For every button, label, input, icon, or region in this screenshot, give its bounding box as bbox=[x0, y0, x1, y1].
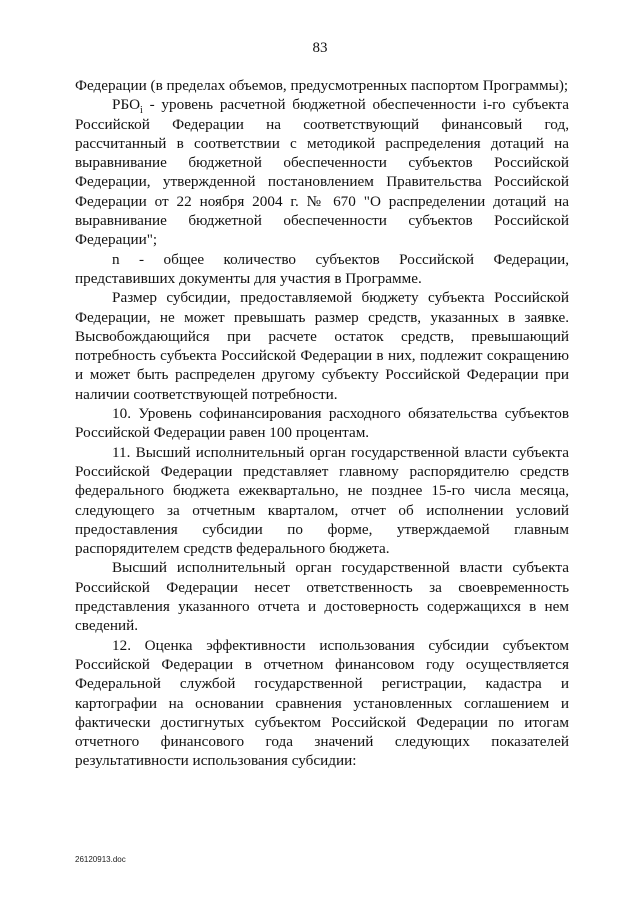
paragraph-cofinancing-level: 10. Уровень софинансирования расходного обязательства субъектов Российской Федерации равен 100 процентам. bbox=[75, 405, 569, 442]
paragraph-efficiency-evaluation: 12. Оценка эффективности использования субсидии субъектом Российской Федерации в отчетном финансовом году осуществляется Федеральной службой государственной регистрации, кадастра и картографии на основании сравнения установленных соглашением и фактически достигнутых субъектом Российской Федерации по итогам отчетного финансового года значений следующих показателей результативности использования субсидии: bbox=[75, 636, 569, 770]
paragraph-n-definition: n - общее количество субъектов Российской Федерации, представивших документы для участия в Программе. bbox=[75, 250, 569, 287]
paragraph-program-volume: Федерации (в пределах объемов, предусмотренных паспортом Программы); bbox=[75, 77, 569, 94]
rbo-definition-text: - уровень расчетной бюджетной обеспеченности i-го субъекта Российской Федерации на соответствующий финансовый год, рассчитанный в соответствии с методикой распределения дотаций на выравнивание бюджетной обеспеченности субъектов Российской Федерации, утвержденной постановлением Правительства Российской Федерации от 22 ноября 2004 г. № 670 "О распределении дотаций на выравнивание бюджетной обеспеченности субъектов Российской Федерации"; bbox=[75, 96, 569, 249]
paragraph-report-responsibility: Высший исполнительный орган государственной власти субъекта Российской Федерации несет ответственность за своевременность представления указанного отчета и достоверность содержащихся в нем сведений. bbox=[75, 559, 569, 635]
rbo-symbol: РБО bbox=[112, 96, 141, 114]
document-body bbox=[75, 76, 569, 771]
file-name-footer: 26120913.doc bbox=[75, 855, 126, 864]
paragraph-subsidy-size: Размер субсидии, предоставляемой бюджету субъекта Российской Федерации, не может превышать размер средств, указанных в заявке. Высвобождающийся при расчете остаток средств, превышающий потребность субъекта Российской Федерации в них, подлежит сокращению и может быть распределен другому субъекту Российской Федерации при наличии соответствующей потребности. bbox=[75, 289, 569, 403]
page-number: 83 bbox=[312, 40, 328, 56]
rbo-subscript: i bbox=[140, 105, 143, 117]
paragraph-rbo-definition bbox=[75, 95, 569, 249]
paragraph-quarterly-report: 11. Высший исполнительный орган государственной власти субъекта Российской Федерации представляет главному распорядителю средств федерального бюджета ежеквартально, не позднее 15-го числа месяца, следующего за отчетным кварталом, отчет об исполнении условий предоставления субсидии по форме, утверждаемой главным распорядителем средств федерального бюджета. bbox=[75, 443, 569, 558]
